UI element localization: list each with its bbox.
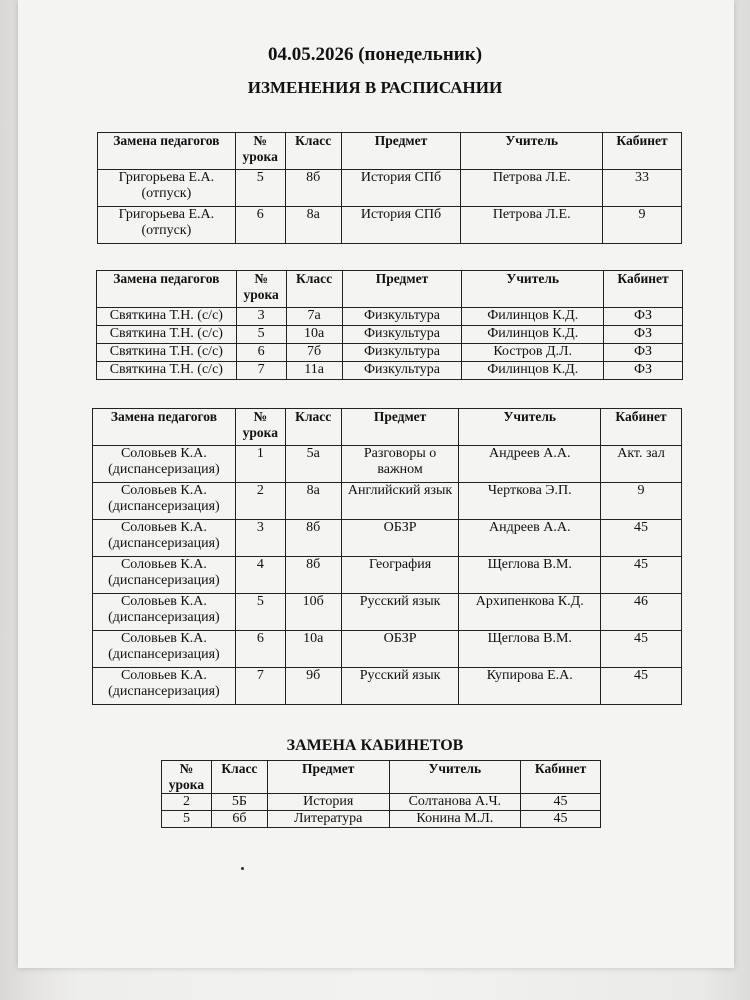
cell-class: 6б	[211, 811, 267, 828]
table-row	[93, 446, 682, 483]
table-header-row	[93, 409, 682, 446]
cell-replaced: Святкина Т.Н. (с/с)	[97, 326, 237, 344]
table-row	[162, 794, 601, 811]
header-room: Кабинет	[604, 271, 683, 308]
cell-class: 10б	[285, 594, 341, 631]
cell-teacher: Петрова Л.Е.	[461, 207, 603, 244]
table-row	[98, 207, 682, 244]
header-teacher: Учитель	[461, 133, 603, 170]
cell-replaced: Соловьев К.А. (диспансеризация)	[93, 594, 236, 631]
cell-subject: История	[267, 794, 389, 811]
cell-teacher: Костров Д.Л.	[462, 344, 604, 362]
cell-teacher: Конина М.Л.	[389, 811, 521, 828]
cell-subject: Физкультура	[342, 326, 462, 344]
cell-class: 8б	[285, 557, 341, 594]
cell-replaced: Святкина Т.Н. (с/с)	[97, 308, 237, 326]
cell-lesson: 4	[235, 557, 285, 594]
cell-teacher: Андреев А.А.	[459, 446, 601, 483]
cell-teacher: Филинцов К.Д.	[462, 362, 604, 380]
cell-replaced: Соловьев К.А. (диспансеризация)	[93, 446, 236, 483]
substitution-table-1	[97, 132, 682, 244]
cell-room: ФЗ	[604, 308, 683, 326]
cell-lesson: 3	[236, 308, 286, 326]
table-row	[97, 326, 683, 344]
cell-room: Акт. зал	[601, 446, 682, 483]
cell-subject: Английский язык	[341, 483, 459, 520]
header-room: Кабинет	[603, 133, 682, 170]
cell-teacher: Щеглова В.М.	[459, 631, 601, 668]
header-class: Класс	[285, 409, 341, 446]
cell-lesson: 2	[162, 794, 212, 811]
table-header-row	[97, 271, 683, 308]
cell-subject: ОБЗР	[341, 631, 459, 668]
cell-room: ФЗ	[604, 344, 683, 362]
header-teacher-replaced: Замена педагогов	[93, 409, 236, 446]
cell-subject: Физкультура	[342, 362, 462, 380]
cell-teacher: Петрова Л.Е.	[461, 170, 603, 207]
header-lesson-number: № урока	[162, 761, 212, 794]
header-subject: Предмет	[341, 133, 461, 170]
cell-class: 7б	[286, 344, 342, 362]
cell-class: 10а	[286, 326, 342, 344]
table-row	[97, 308, 683, 326]
cell-class: 7а	[286, 308, 342, 326]
header-subject: Предмет	[267, 761, 389, 794]
header-teacher: Учитель	[389, 761, 521, 794]
header-subject: Предмет	[341, 409, 459, 446]
cell-lesson: 3	[235, 520, 285, 557]
cell-room: 9	[603, 207, 682, 244]
cell-class: 9б	[285, 668, 341, 705]
header-room: Кабинет	[601, 409, 682, 446]
cell-teacher: Архипенкова К.Д.	[459, 594, 601, 631]
cell-teacher: Купирова Е.А.	[459, 668, 601, 705]
cell-subject: Русский язык	[341, 668, 459, 705]
cell-teacher: Филинцов К.Д.	[462, 308, 604, 326]
cell-room: 45	[601, 668, 682, 705]
cell-subject: География	[341, 557, 459, 594]
cell-lesson: 2	[235, 483, 285, 520]
header-class: Класс	[286, 271, 342, 308]
header-lesson-number: № урока	[235, 409, 285, 446]
cell-subject: ОБЗР	[341, 520, 459, 557]
cell-room: 45	[601, 557, 682, 594]
cell-subject: Литература	[267, 811, 389, 828]
table-row	[162, 811, 601, 828]
cell-lesson: 5	[162, 811, 212, 828]
cell-room: 45	[601, 520, 682, 557]
paper-speck	[241, 867, 244, 870]
header-teacher-replaced: Замена педагогов	[97, 271, 237, 308]
cell-class: 5Б	[211, 794, 267, 811]
table-row	[93, 557, 682, 594]
table-header-row	[98, 133, 682, 170]
cell-replaced: Соловьев К.А. (диспансеризация)	[93, 668, 236, 705]
room-change-table	[161, 760, 601, 828]
cell-teacher: Филинцов К.Д.	[462, 326, 604, 344]
cell-subject: Разговоры о важном	[341, 446, 459, 483]
cell-room: ФЗ	[604, 326, 683, 344]
cell-subject: История СПб	[341, 170, 461, 207]
cell-lesson: 6	[236, 344, 286, 362]
cell-subject: Русский язык	[341, 594, 459, 631]
header-lesson-number: № урока	[236, 271, 286, 308]
cell-subject: Физкультура	[342, 308, 462, 326]
cell-replaced: Григорьева Е.А. (отпуск)	[98, 170, 236, 207]
cell-lesson: 1	[235, 446, 285, 483]
table-row	[93, 594, 682, 631]
table-row	[93, 520, 682, 557]
cell-room: 33	[603, 170, 682, 207]
header-teacher: Учитель	[462, 271, 604, 308]
cell-teacher: Черткова Э.П.	[459, 483, 601, 520]
cell-room: 45	[601, 631, 682, 668]
page-title: ИЗМЕНЕНИЯ В РАСПИСАНИИ	[247, 78, 503, 97]
header-teacher-replaced: Замена педагогов	[98, 133, 236, 170]
cell-teacher: Солтанова А.Ч.	[389, 794, 521, 811]
header-room: Кабинет	[521, 761, 601, 794]
cell-class: 8б	[285, 170, 341, 207]
cell-class: 8а	[285, 207, 341, 244]
cell-teacher: Андреев А.А.	[459, 520, 601, 557]
header-teacher: Учитель	[459, 409, 601, 446]
cell-room: 46	[601, 594, 682, 631]
cell-subject: История СПб	[341, 207, 461, 244]
cell-replaced: Святкина Т.Н. (с/с)	[97, 344, 237, 362]
table-row	[97, 362, 683, 380]
cell-room: ФЗ	[604, 362, 683, 380]
cell-replaced: Соловьев К.А. (диспансеризация)	[93, 631, 236, 668]
table-row	[93, 631, 682, 668]
substitution-table-2	[96, 270, 683, 380]
cell-replaced: Григорьева Е.А. (отпуск)	[98, 207, 236, 244]
table-header-row	[162, 761, 601, 794]
cell-lesson: 5	[236, 326, 286, 344]
cell-class: 10а	[285, 631, 341, 668]
cell-lesson: 7	[236, 362, 286, 380]
cell-class: 11а	[286, 362, 342, 380]
table-row	[93, 668, 682, 705]
cell-subject: Физкультура	[342, 344, 462, 362]
header-subject: Предмет	[342, 271, 462, 308]
table-row	[93, 483, 682, 520]
cell-room: 9	[601, 483, 682, 520]
cell-replaced: Соловьев К.А. (диспансеризация)	[93, 557, 236, 594]
cell-lesson: 6	[235, 207, 285, 244]
cell-class: 8б	[285, 520, 341, 557]
cell-lesson: 5	[235, 594, 285, 631]
date-line: 04.05.2026 (понедельник)	[267, 44, 483, 65]
substitution-table-3	[92, 408, 682, 705]
table-row	[98, 170, 682, 207]
cell-room: 45	[521, 794, 601, 811]
header-class: Класс	[211, 761, 267, 794]
cell-teacher: Щеглова В.М.	[459, 557, 601, 594]
cell-class: 8а	[285, 483, 341, 520]
rooms-section-title: ЗАМЕНА КАБИНЕТОВ	[286, 737, 464, 754]
cell-class: 5а	[285, 446, 341, 483]
cell-replaced: Соловьев К.А. (диспансеризация)	[93, 483, 236, 520]
cell-lesson: 7	[235, 668, 285, 705]
header-lesson-number: № урока	[235, 133, 285, 170]
cell-lesson: 5	[235, 170, 285, 207]
header-class: Класс	[285, 133, 341, 170]
cell-replaced: Соловьев К.А. (диспансеризация)	[93, 520, 236, 557]
table-row	[97, 344, 683, 362]
cell-lesson: 6	[235, 631, 285, 668]
cell-room: 45	[521, 811, 601, 828]
cell-replaced: Святкина Т.Н. (с/с)	[97, 362, 237, 380]
